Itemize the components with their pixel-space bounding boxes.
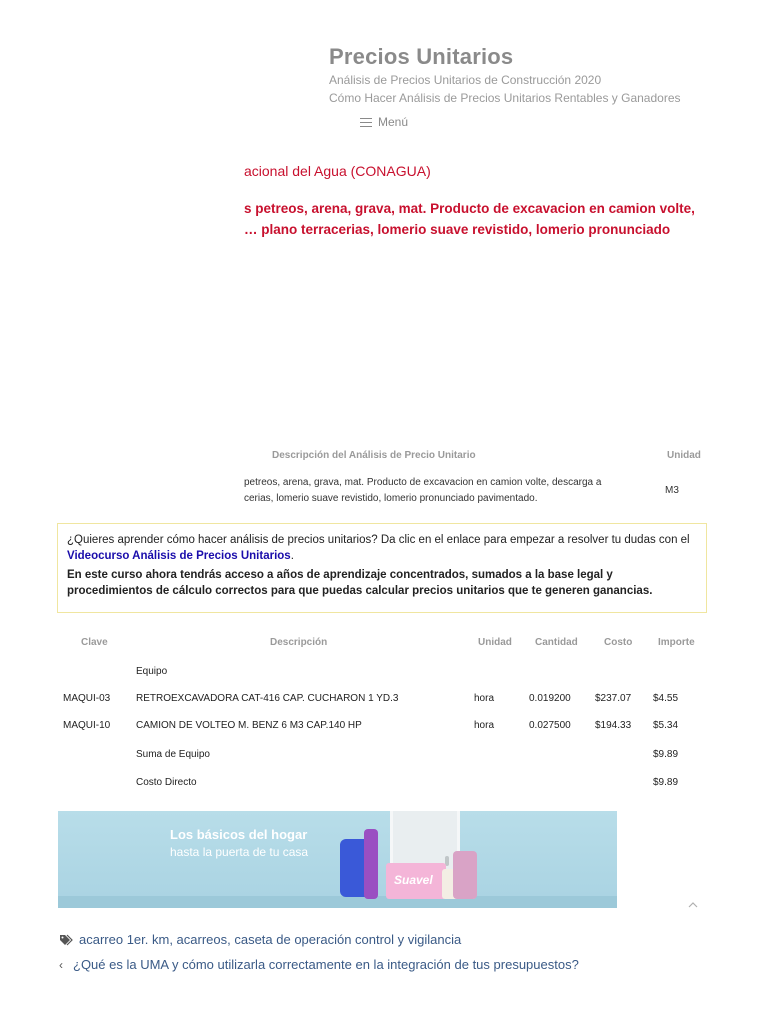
ad-headline: Los básicos del hogar [170, 827, 308, 842]
summary-header-unit: Unidad [667, 450, 701, 461]
ad-banner[interactable] [58, 811, 617, 908]
previous-post-nav[interactable] [59, 957, 579, 972]
col-header-unidad: Unidad [478, 637, 512, 648]
course-promo-box [57, 523, 707, 613]
col-header-importe: Importe [658, 637, 695, 648]
softener-package-image [386, 863, 446, 899]
row-descripcion: CAMION DE VOLTEO M. BENZ 6 M3 CAP.140 HP [136, 720, 362, 731]
row-importe: $5.34 [653, 720, 679, 731]
summary-description-line-1: petreos, arena, grava, mat. Producto de excavacion en camion volte, descarga a [244, 477, 602, 488]
row-cantidad: 0.027500 [529, 720, 571, 731]
sum-label: Suma de Equipo [136, 749, 210, 760]
post-tags [59, 932, 461, 947]
promo-text: ¿Quieres aprender cómo hacer análisis de precios unitarios? Da clic en el enlace para empezar a resolver tu dudas con el [67, 534, 690, 546]
summary-description-line-2: cerias, lomerio suave revistido, lomerio pronunciado pavimentado. [244, 493, 538, 504]
row-costo: $237.07 [595, 693, 632, 704]
row-clave: MAQUI-03 [63, 693, 111, 704]
article-title-line-1: s petreos, arena, grava, mat. Producto de excavacion en camion volte, [244, 201, 695, 216]
col-header-clave: Clave [81, 637, 108, 648]
ad-floor [58, 896, 617, 908]
chevron-up-icon[interactable] [686, 898, 700, 912]
row-costo: $194.33 [595, 720, 632, 731]
site-tagline-2: Cómo Hacer Análisis de Precios Unitarios Rentables y Ganadores [329, 91, 681, 105]
summary-unit: M3 [665, 485, 679, 496]
row-clave: MAQUI-10 [63, 720, 111, 731]
lotion-bottle-image [453, 851, 477, 899]
menu-label: Menú [378, 115, 409, 129]
tag-icon [59, 934, 73, 946]
promo-bold-text: En este curso ahora tendrás acceso a años de aprendizaje concentrados, sumados a la base legal y procedimientos de cálculo correctos para que puedas calcular precios unitarios que te generen ganancias. [67, 569, 653, 597]
videocurso-link[interactable]: Videocurso Análisis de Precios Unitarios [67, 550, 291, 562]
post-tags-links[interactable]: acarreo 1er. km, acarreos, caseta de operación control y vigilancia [79, 932, 462, 947]
col-header-costo: Costo [604, 637, 633, 648]
organization-name: acional del Agua (CONAGUA) [244, 163, 431, 179]
col-header-cantidad: Cantidad [535, 637, 578, 648]
promo-link-suffix: . [290, 550, 294, 562]
row-unidad: hora [474, 693, 495, 704]
previous-post-link[interactable]: ¿Qué es la UMA y cómo utilizarla correctamente en la integración de tus presupuestos? [73, 957, 579, 972]
article-title [244, 198, 695, 240]
sum-value: $9.89 [653, 749, 679, 760]
summary-header-description: Descripción del Análisis de Precio Unitario [272, 450, 476, 461]
group-label-equipo: Equipo [136, 666, 168, 677]
article-title-line-2: … plano terracerias, lomerio suave revistido, lomerio pronunciado [244, 222, 671, 237]
row-descripcion: RETROEXCAVADORA CAT-416 CAP. CUCHARON 1 YD.3 [136, 693, 399, 704]
row-unidad: hora [474, 720, 495, 731]
cleaner-bottle-image [364, 829, 378, 899]
col-header-descripcion: Descripción [270, 637, 328, 648]
row-cantidad: 0.019200 [529, 693, 571, 704]
brand-label: Suavel [394, 873, 433, 887]
hamburger-icon [360, 118, 372, 127]
summary-description [244, 475, 601, 507]
site-tagline-1: Análisis de Precios Unitarios de Construcción 2020 [329, 73, 602, 87]
row-importe: $4.55 [653, 693, 679, 704]
site-title[interactable]: Precios Unitarios [329, 44, 514, 69]
menu-button[interactable] [360, 115, 408, 129]
chevron-left-icon: ‹ [59, 957, 63, 972]
direct-cost-label: Costo Directo [136, 777, 197, 788]
direct-cost-value: $9.89 [653, 777, 679, 788]
ad-subheadline: hasta la puerta de tu casa [170, 845, 309, 859]
